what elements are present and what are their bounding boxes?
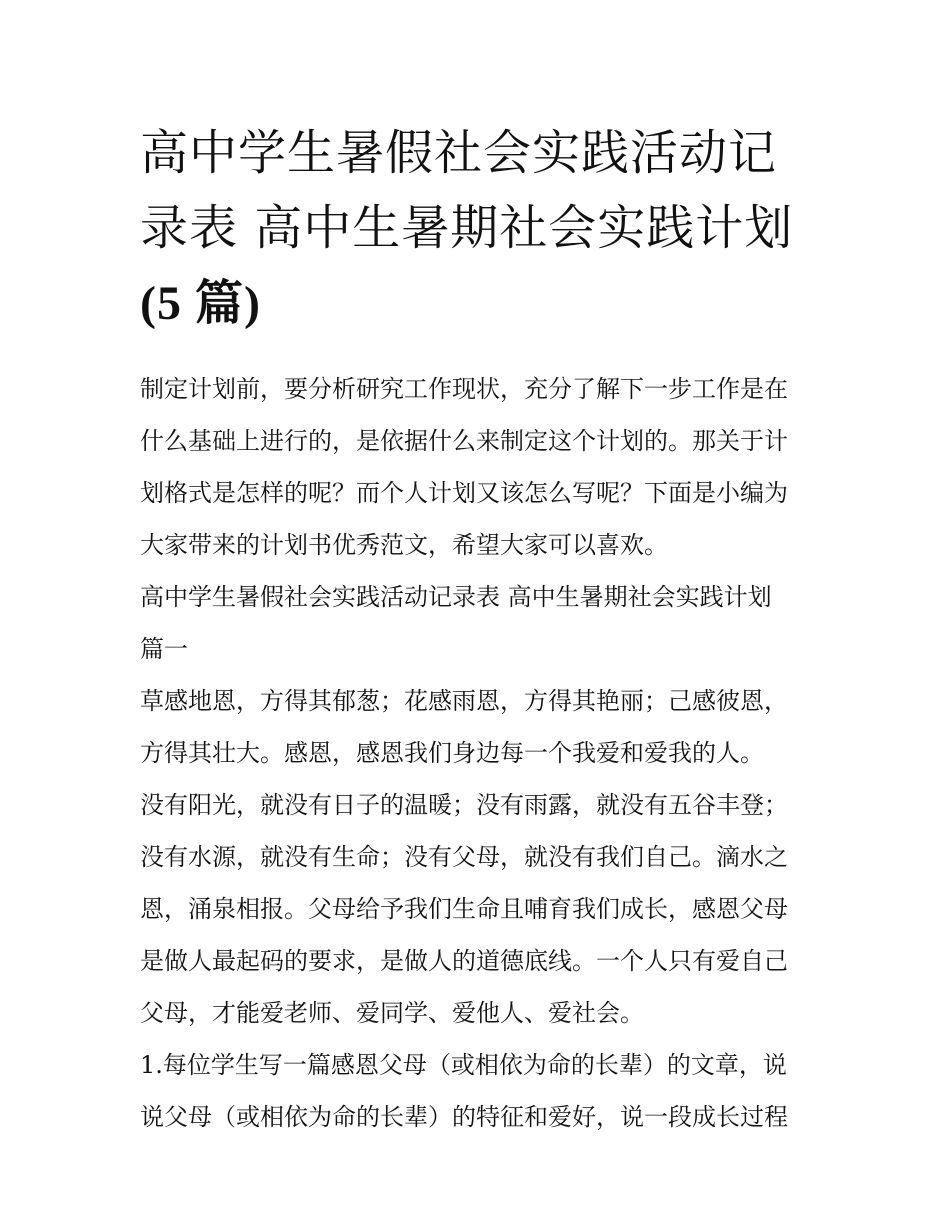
- paragraph-line: 方得其壮大。感恩，感恩我们身边每一个我爱和爱我的人。: [140, 739, 764, 767]
- paragraph-line: 草感地恩，方得其郁葱；花感雨恩，方得其艳丽；己感彼恩，: [140, 687, 788, 715]
- paragraph-line: 大家带来的计划书优秀范文，希望大家可以喜欢。: [140, 531, 668, 559]
- body-paragraph: [140, 675, 830, 779]
- intro-paragraph: [140, 363, 830, 571]
- paragraph-line: 什么基础上进行的，是依据什么来制定这个计划的。那关于计: [140, 427, 788, 455]
- paragraph-line: 1.每位学生写一篇感恩父母（或相依为命的长辈）的文章，说: [140, 1051, 787, 1079]
- paragraph-line: 父母，才能爱老师、爱同学、爱他人、爱社会。: [140, 999, 644, 1027]
- paragraph-line: 恩，涌泉相报。父母给予我们生命且哺育我们成长，感恩父母: [140, 895, 788, 923]
- section-heading: [140, 571, 830, 675]
- title-line: 高中学生暑假社会实践活动记: [140, 125, 778, 181]
- paragraph-line: 篇一: [140, 635, 188, 663]
- paragraph-line: 是做人最起码的要求，是做人的道德底线。一个人只有爱自己: [140, 947, 788, 975]
- paragraph-line: 制定计划前，要分析研究工作现状，充分了解下一步工作是在: [140, 375, 788, 403]
- title-line: 录表 高中生暑期社会实践计划: [140, 200, 794, 256]
- body-paragraph: [140, 779, 830, 1039]
- paragraph-line: 没有阳光，就没有日子的温暖；没有雨露，就没有五谷丰登；: [140, 791, 788, 819]
- paragraph-line: 没有水源，就没有生命；没有父母，就没有我们自己。滴水之: [140, 843, 788, 871]
- paragraph-line: 划格式是怎样的呢？而个人计划又该怎么写呢？下面是小编为: [140, 479, 788, 507]
- paragraph-line: 说父母（或相依为命的长辈）的特征和爱好，说一段成长过程: [140, 1103, 788, 1131]
- paragraph-line: 高中学生暑假社会实践活动记录表 高中生暑期社会实践计划: [140, 583, 772, 611]
- list-item-paragraph: [140, 1039, 830, 1143]
- document-title: [140, 116, 830, 341]
- title-suffix: (5 篇): [140, 277, 261, 330]
- document-content: [140, 116, 830, 1143]
